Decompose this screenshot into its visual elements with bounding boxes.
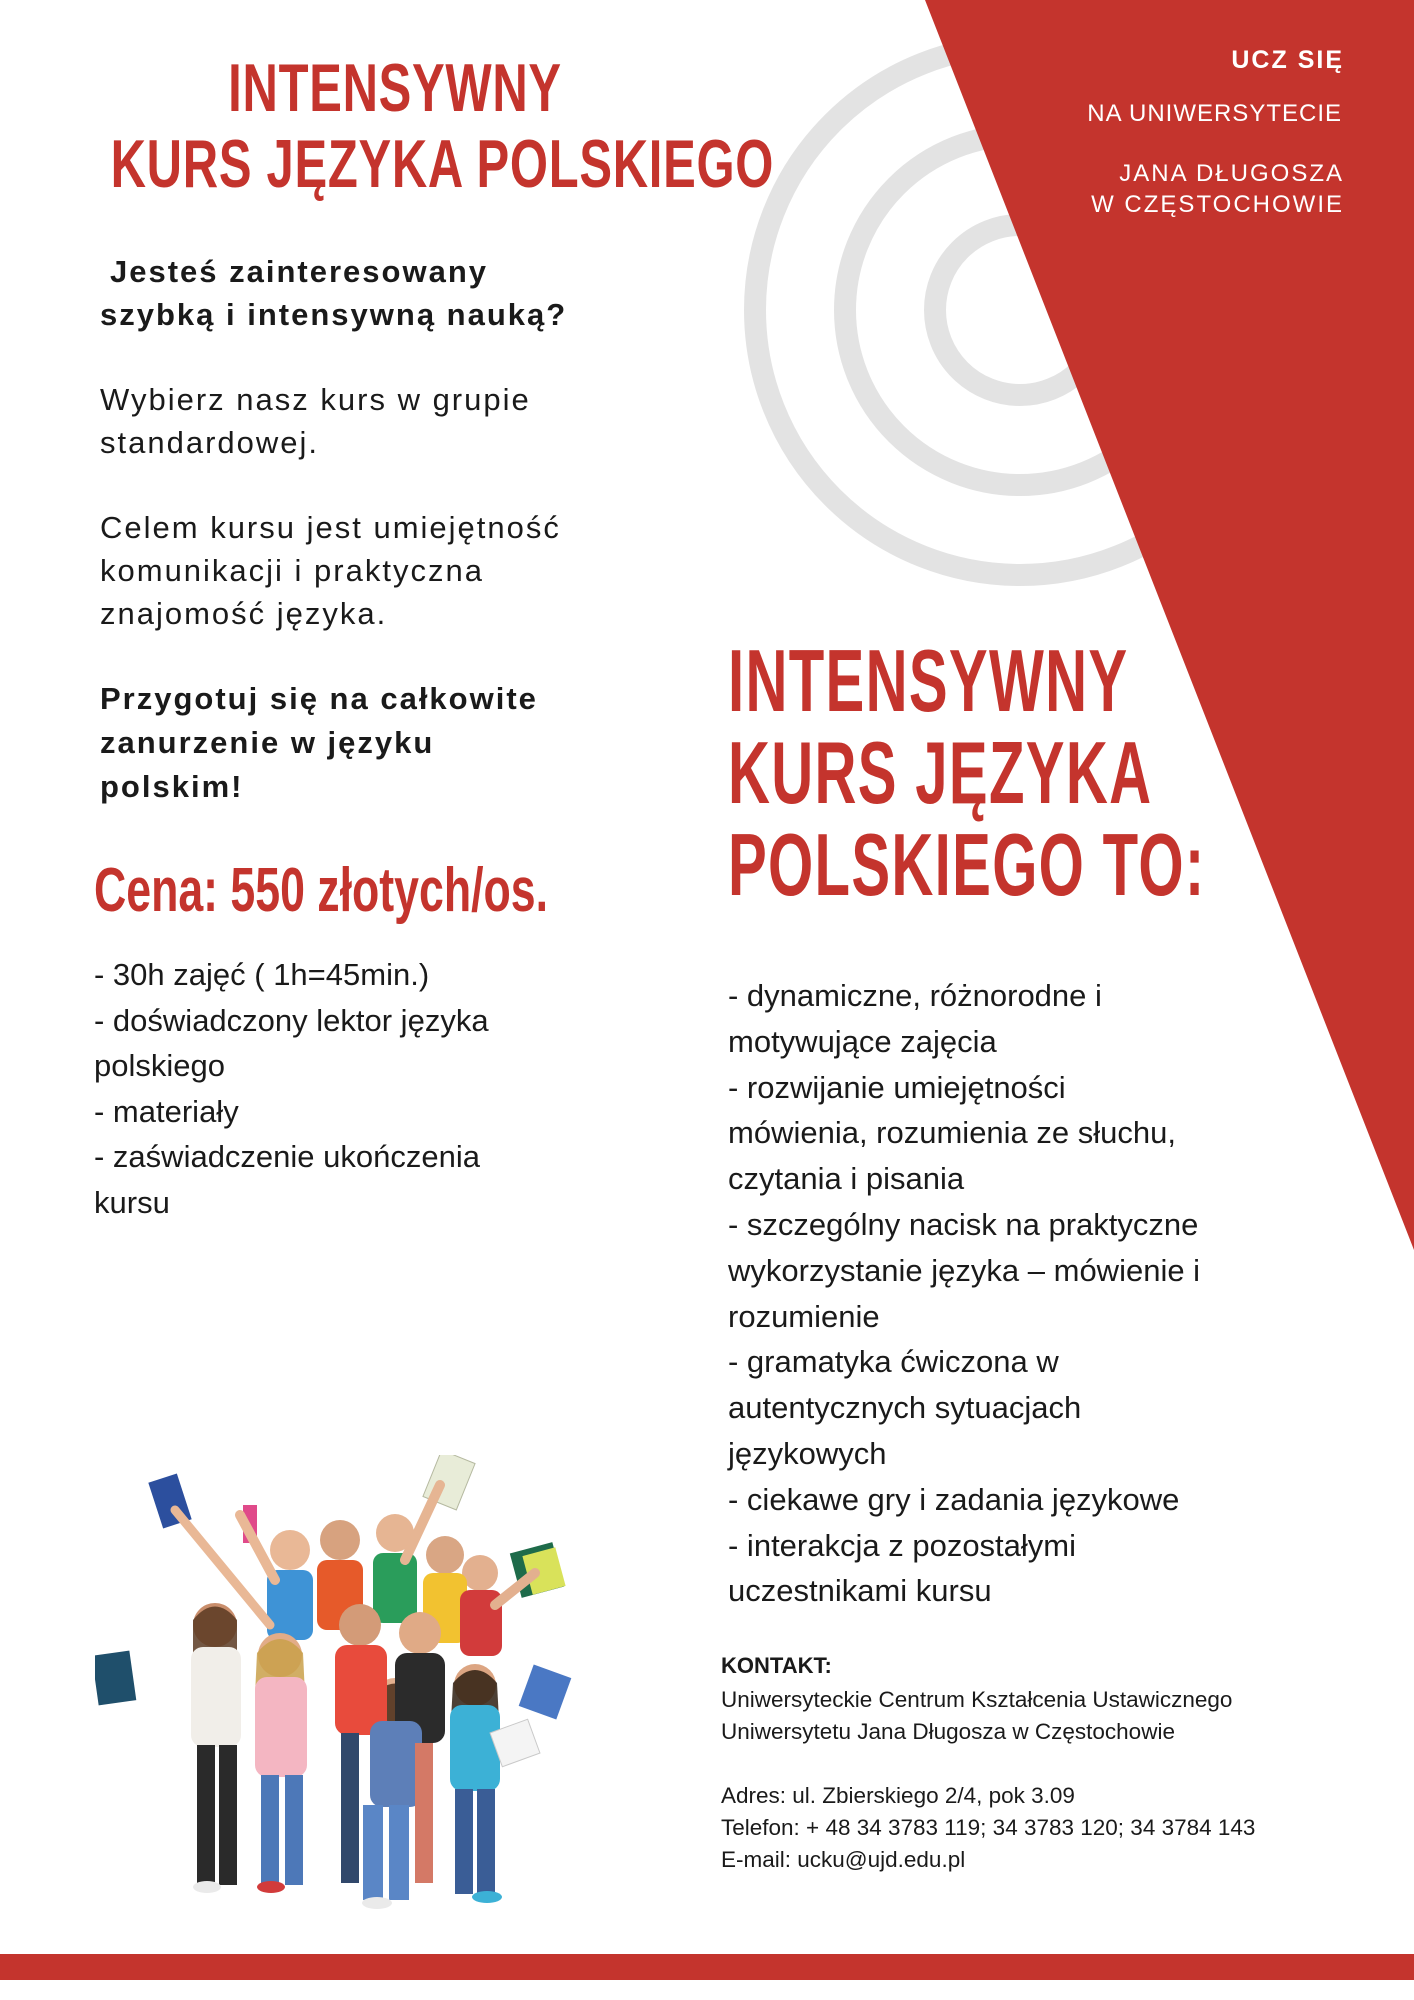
university-line2: JANA DŁUGOSZA [1119,160,1344,187]
main-title-line2: KURS JĘZYKA POLSKIEGO [110,126,775,202]
list-item: rozumienie [728,1298,880,1334]
right-title-line3: POLSKIEGO TO: [728,815,1206,914]
list-item: czytania i pisania [728,1161,965,1197]
person-leg [197,1745,215,1885]
person-leg [455,1789,473,1894]
list-item: - rozwijanie umiejętności [728,1069,1066,1105]
right-title-line2: KURS JĘZYKA [728,723,1153,822]
person-head [399,1612,441,1654]
includes-list [94,952,489,1225]
person-leg [389,1805,409,1900]
contact-org-line2: Uniwersytetu Jana Długosza w Częstochowie [721,1719,1175,1744]
person-leg [285,1775,303,1885]
person-leg [415,1743,433,1883]
intro-question-line1: Jesteś zainteresowany [110,254,489,289]
list-item: wykorzystanie języka – mówienie i [728,1252,1201,1288]
intro-p1-line2: standardowej. [100,425,320,460]
intro-p2-line3: znajomość języka. [100,596,388,631]
intro-question-line2: szybką i intensywną nauką? [100,297,568,332]
person-head [339,1604,381,1646]
list-item: - szczególny nacisk na praktyczne [728,1206,1199,1242]
list-item: - gramatyka ćwiczona w [728,1344,1059,1380]
book-dark-icon [95,1651,136,1706]
person-body [370,1721,422,1807]
person-shoe [193,1881,221,1893]
book-right-icon [519,1664,572,1719]
person-head [462,1555,498,1591]
list-item: - dynamiczne, różnorodne i [728,978,1102,1013]
person-shoe [257,1881,285,1893]
university-line3: W CZĘSTOCHOWIE [1091,191,1344,218]
person-shoe [362,1897,392,1909]
list-item: - interakcja z pozostałymi [728,1527,1077,1563]
list-item: motywujące zajęcia [728,1023,997,1059]
intro-p2-line1: Celem kursu jest umiejętność [100,510,561,545]
bottom-bar [0,1954,1414,1980]
person-leg [477,1789,495,1894]
intro-p3-line3: polskim! [100,769,244,804]
contact-phone: Telefon: + 48 34 3783 119; 34 3783 120; 34 3784 143 [721,1815,1256,1840]
ucz-sie-text: UCZ SIĘ [1231,46,1344,74]
person-body [191,1647,241,1747]
list-item: uczestnikami kursu [728,1573,992,1609]
right-title-line1: INTENSYWNY [728,631,1129,730]
main-title-line1: INTENSYWNY [228,50,562,126]
students-group-photo [95,1455,615,1925]
list-item: polskiego [94,1048,225,1083]
list-item: - materiały [94,1093,239,1129]
list-item: kursu [94,1184,170,1220]
contact-org-line1: Uniwersyteckie Centrum Kształcenia Ustawicznego [721,1687,1233,1712]
person-body [450,1705,500,1791]
contact-label: KONTAKT: [721,1653,832,1678]
person-leg [261,1775,279,1885]
university-line1: NA UNIWERSYTECIE [1087,100,1342,127]
intro-p2-line2: komunikacji i praktyczna [100,553,484,588]
person-body [373,1553,417,1623]
features-list [728,973,1200,1614]
list-item: - 30h zajęć ( 1h=45min.) [94,957,430,992]
list-item: mówienia, rozumienia ze słuchu, [728,1115,1176,1151]
intro-p3-line2: zanurzenie w języku [100,725,435,760]
person-body [255,1677,307,1777]
list-item: - ciekawe gry i zadania językowe [728,1481,1180,1517]
person-leg [363,1805,383,1900]
person-head [426,1536,464,1574]
price-heading: Cena: 550 złotych/os. [94,856,548,925]
list-item: autentycznych sytuacjach [728,1390,1082,1426]
person-head [270,1530,310,1570]
person-leg [219,1745,237,1885]
person-arm [240,1515,275,1580]
person-head [320,1520,360,1560]
list-item: językowych [728,1435,887,1471]
intro-p1-line1: Wybierz nasz kurs w grupie [100,382,531,417]
intro-p3-line1: Przygotuj się na całkowite [100,681,538,716]
right-title [728,631,1206,914]
contact-address: Adres: ul. Zbierskiego 2/4, pok 3.09 [721,1783,1075,1808]
contact-email[interactable]: E-mail: ucku@ujd.edu.pl [721,1847,966,1872]
list-item: - doświadczony lektor języka [94,1002,489,1038]
list-item: - zaświadczenie ukończenia [94,1139,480,1174]
main-title [110,50,775,202]
person-leg [341,1733,359,1883]
person-shoe [472,1891,502,1903]
